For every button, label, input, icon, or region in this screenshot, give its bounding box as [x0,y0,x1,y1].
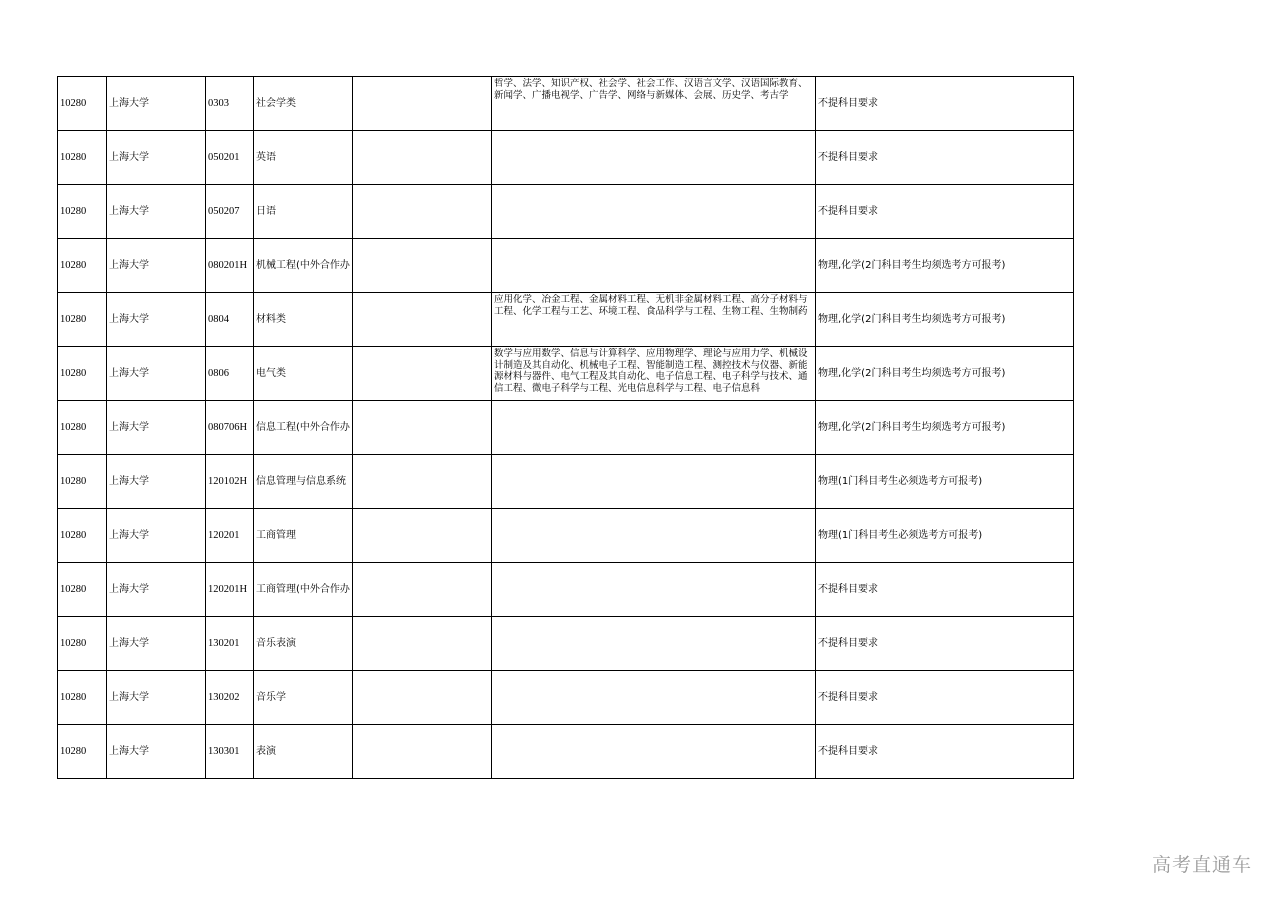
subject-requirement-cell: 物理,化学(2门科目考生均须选考方可报考) [816,239,1074,293]
school-code-cell: 10280 [58,725,107,779]
included-majors-cell [492,77,816,131]
included-majors-cell [492,131,816,185]
major-code-cell: 050201 [206,131,254,185]
major-code-cell: 130202 [206,671,254,725]
included-majors-cell [492,725,816,779]
school-name-cell: 上海大学 [107,671,206,725]
table-row [58,293,1074,347]
major-name-cell: 社会学类 [254,77,353,131]
table-row [58,347,1074,401]
included-majors-text: 哲学、法学、知识产权、社会学、社会工作、汉语言文学、汉语国际教育、新闻学、广播电视学、广告学、网络与新媒体、会展、历史学、考古学 [494,78,808,101]
major-code-cell: 0303 [206,77,254,131]
school-code-cell: 10280 [58,671,107,725]
major-code-cell: 080201H [206,239,254,293]
school-name-cell: 上海大学 [107,347,206,401]
note-cell [353,185,492,239]
school-name-cell: 上海大学 [107,239,206,293]
included-majors-text [494,456,813,507]
table-row [58,509,1074,563]
school-code-cell: 10280 [58,509,107,563]
school-name-cell: 上海大学 [107,563,206,617]
included-majors-text [494,672,813,723]
table-row [58,131,1074,185]
table-row [58,617,1074,671]
note-cell [353,293,492,347]
major-code-cell: 120201H [206,563,254,617]
included-majors-text [494,726,813,777]
major-code-cell: 0806 [206,347,254,401]
major-code-cell: 130201 [206,617,254,671]
included-majors-cell [492,509,816,563]
included-majors-text [494,618,813,669]
note-cell [353,401,492,455]
note-cell [353,617,492,671]
school-name-cell: 上海大学 [107,509,206,563]
note-cell [353,725,492,779]
table-row [58,455,1074,509]
subject-requirement-cell: 不提科目要求 [816,617,1074,671]
school-name-cell: 上海大学 [107,455,206,509]
note-cell [353,671,492,725]
school-name-cell: 上海大学 [107,401,206,455]
included-majors-cell [492,347,816,401]
note-cell [353,509,492,563]
note-cell [353,77,492,131]
included-majors-text [494,240,813,291]
included-majors-cell [492,293,816,347]
school-code-cell: 10280 [58,293,107,347]
major-code-cell: 120201 [206,509,254,563]
included-majors-cell [492,239,816,293]
included-majors-text [494,186,813,237]
school-name-cell: 上海大学 [107,293,206,347]
included-majors-cell [492,401,816,455]
school-name-cell: 上海大学 [107,131,206,185]
subject-requirement-cell: 物理(1门科目考生必须选考方可报考) [816,455,1074,509]
school-name-cell: 上海大学 [107,185,206,239]
major-name-cell: 材料类 [254,293,353,347]
included-majors-cell [492,671,816,725]
subject-requirement-cell: 物理,化学(2门科目考生均须选考方可报考) [816,347,1074,401]
major-name-cell: 信息工程(中外合作办 [254,401,353,455]
table-row [58,671,1074,725]
subject-requirement-cell: 物理,化学(2门科目考生均须选考方可报考) [816,293,1074,347]
subject-requirement-cell: 不提科目要求 [816,725,1074,779]
note-cell [353,347,492,401]
school-code-cell: 10280 [58,239,107,293]
watermark-text: 高考直通车 [1151,854,1252,876]
table-row [58,401,1074,455]
school-code-cell: 10280 [58,185,107,239]
included-majors-cell [492,563,816,617]
major-name-cell: 机械工程(中外合作办 [254,239,353,293]
subject-requirement-cell: 不提科目要求 [816,131,1074,185]
major-name-cell: 信息管理与信息系统 [254,455,353,509]
table-row [58,563,1074,617]
included-majors-text [494,132,813,183]
major-code-cell: 0804 [206,293,254,347]
major-requirements-table [57,76,1074,779]
major-name-cell: 英语 [254,131,353,185]
school-name-cell: 上海大学 [107,77,206,131]
school-code-cell: 10280 [58,563,107,617]
subject-requirement-cell: 不提科目要求 [816,671,1074,725]
subject-requirement-cell: 不提科目要求 [816,563,1074,617]
major-name-cell: 电气类 [254,347,353,401]
included-majors-text [494,402,813,453]
included-majors-text: 应用化学、冶金工程、金属材料工程、无机非金属材料工程、高分子材料与工程、化学工程与工艺、环境工程、食品科学与工程、生物工程、生物制药 [494,294,808,317]
table-row [58,185,1074,239]
major-name-cell: 音乐表演 [254,617,353,671]
included-majors-text: 数学与应用数学、信息与计算科学、应用物理学、理论与应用力学、机械设计制造及其自动化、机械电子工程、智能制造工程、测控技术与仪器、新能源材料与器件、电气工程及其自动化、电子信息工程、电子科学与技术、通信工程、微电子科学与工程、光电信息科学与工程、电子信息科 [494,348,808,394]
subject-requirement-cell: 物理(1门科目考生必须选考方可报考) [816,509,1074,563]
major-code-cell: 130301 [206,725,254,779]
major-name-cell: 表演 [254,725,353,779]
included-majors-cell [492,185,816,239]
school-name-cell: 上海大学 [107,617,206,671]
school-code-cell: 10280 [58,617,107,671]
school-code-cell: 10280 [58,77,107,131]
subject-requirement-cell: 不提科目要求 [816,77,1074,131]
major-code-cell: 050207 [206,185,254,239]
major-name-cell: 工商管理 [254,509,353,563]
included-majors-text [494,564,813,615]
school-code-cell: 10280 [58,131,107,185]
school-code-cell: 10280 [58,401,107,455]
table-row [58,239,1074,293]
major-name-cell: 音乐学 [254,671,353,725]
major-code-cell: 080706H [206,401,254,455]
school-code-cell: 10280 [58,347,107,401]
included-majors-cell [492,617,816,671]
included-majors-cell [492,455,816,509]
major-code-cell: 120102H [206,455,254,509]
table-body [58,77,1074,779]
major-name-cell: 工商管理(中外合作办 [254,563,353,617]
school-name-cell: 上海大学 [107,725,206,779]
table-row [58,725,1074,779]
note-cell [353,563,492,617]
table-row [58,77,1074,131]
school-code-cell: 10280 [58,455,107,509]
subject-requirement-cell: 物理,化学(2门科目考生均须选考方可报考) [816,401,1074,455]
note-cell [353,239,492,293]
included-majors-text [494,510,813,561]
major-name-cell: 日语 [254,185,353,239]
note-cell [353,455,492,509]
note-cell [353,131,492,185]
subject-requirement-cell: 不提科目要求 [816,185,1074,239]
